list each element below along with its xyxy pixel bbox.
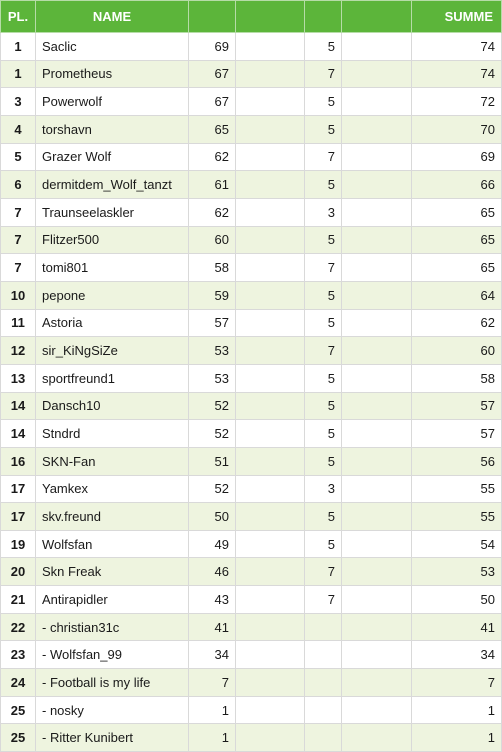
- player-name-cell: Prometheus: [36, 60, 189, 88]
- empty-cell: [236, 254, 305, 282]
- rank-cell: 4: [1, 115, 36, 143]
- empty-cell: [342, 171, 412, 199]
- empty-cell: [236, 558, 305, 586]
- rank-cell: 25: [1, 724, 36, 752]
- rank-cell: 7: [1, 254, 36, 282]
- table-row: [1, 254, 502, 282]
- table-row: [1, 309, 502, 337]
- empty-cell: [236, 364, 305, 392]
- rank-cell: 7: [1, 226, 36, 254]
- empty-cell: [342, 115, 412, 143]
- rank-cell: 23: [1, 641, 36, 669]
- rank-cell: 10: [1, 281, 36, 309]
- rank-cell: 12: [1, 337, 36, 365]
- table-row: [1, 392, 502, 420]
- empty-cell: [342, 88, 412, 116]
- empty-cell: [236, 613, 305, 641]
- points-cell: 34: [189, 641, 236, 669]
- player-name-cell: pepone: [36, 281, 189, 309]
- points-cell: 52: [189, 475, 236, 503]
- sum-cell: 7: [412, 669, 502, 697]
- sum-cell: 66: [412, 171, 502, 199]
- table-row: [1, 420, 502, 448]
- points-cell: 59: [189, 281, 236, 309]
- sum-cell: 64: [412, 281, 502, 309]
- table-row: [1, 503, 502, 531]
- table-row: [1, 613, 502, 641]
- empty-cell: [236, 696, 305, 724]
- empty-cell: [236, 420, 305, 448]
- player-name-cell: Traunseelaskler: [36, 198, 189, 226]
- table-row: [1, 226, 502, 254]
- points-cell: 51: [189, 447, 236, 475]
- rank-cell: 19: [1, 530, 36, 558]
- player-name-cell: Antirapidler: [36, 586, 189, 614]
- points-cell: 52: [189, 392, 236, 420]
- empty-cell: [236, 530, 305, 558]
- header-col3: [189, 1, 236, 33]
- points-cell: 57: [189, 309, 236, 337]
- table-row: [1, 724, 502, 752]
- bonus-cell: 5: [305, 392, 342, 420]
- points-cell: 62: [189, 198, 236, 226]
- bonus-cell: [305, 696, 342, 724]
- sum-cell: 72: [412, 88, 502, 116]
- table-row: [1, 364, 502, 392]
- points-cell: 67: [189, 88, 236, 116]
- rank-cell: 20: [1, 558, 36, 586]
- empty-cell: [342, 696, 412, 724]
- points-cell: 65: [189, 115, 236, 143]
- bonus-cell: 7: [305, 558, 342, 586]
- rank-cell: 17: [1, 475, 36, 503]
- table-row: [1, 281, 502, 309]
- empty-cell: [342, 475, 412, 503]
- sum-cell: 50: [412, 586, 502, 614]
- rank-cell: 6: [1, 171, 36, 199]
- rank-cell: 7: [1, 198, 36, 226]
- header-row: [1, 1, 502, 33]
- sum-cell: 57: [412, 392, 502, 420]
- bonus-cell: 7: [305, 254, 342, 282]
- empty-cell: [236, 475, 305, 503]
- bonus-cell: 5: [305, 33, 342, 61]
- rank-cell: 21: [1, 586, 36, 614]
- rank-cell: 24: [1, 669, 36, 697]
- empty-cell: [236, 392, 305, 420]
- player-name-cell: Flitzer500: [36, 226, 189, 254]
- table-row: [1, 696, 502, 724]
- empty-cell: [236, 586, 305, 614]
- bonus-cell: 5: [305, 281, 342, 309]
- empty-cell: [236, 309, 305, 337]
- empty-cell: [342, 364, 412, 392]
- player-name-cell: Astoria: [36, 309, 189, 337]
- sum-cell: 58: [412, 364, 502, 392]
- bonus-cell: 5: [305, 226, 342, 254]
- empty-cell: [342, 198, 412, 226]
- sum-cell: 70: [412, 115, 502, 143]
- player-name-cell: sir_KiNgSiZe: [36, 337, 189, 365]
- player-name-cell: skv.freund: [36, 503, 189, 531]
- header-name: NAME: [36, 1, 189, 33]
- bonus-cell: 5: [305, 503, 342, 531]
- header-sum: SUMME: [412, 1, 502, 33]
- bonus-cell: 5: [305, 364, 342, 392]
- points-cell: 58: [189, 254, 236, 282]
- points-cell: 1: [189, 696, 236, 724]
- empty-cell: [342, 420, 412, 448]
- sum-cell: 1: [412, 724, 502, 752]
- empty-cell: [236, 33, 305, 61]
- player-name-cell: Wolfsfan: [36, 530, 189, 558]
- sum-cell: 1: [412, 696, 502, 724]
- empty-cell: [342, 641, 412, 669]
- empty-cell: [342, 613, 412, 641]
- rank-cell: 3: [1, 88, 36, 116]
- empty-cell: [236, 503, 305, 531]
- sum-cell: 62: [412, 309, 502, 337]
- points-cell: 67: [189, 60, 236, 88]
- empty-cell: [342, 724, 412, 752]
- bonus-cell: 7: [305, 143, 342, 171]
- sum-cell: 55: [412, 475, 502, 503]
- table-row: [1, 60, 502, 88]
- bonus-cell: [305, 641, 342, 669]
- empty-cell: [236, 281, 305, 309]
- bonus-cell: 7: [305, 60, 342, 88]
- sum-cell: 60: [412, 337, 502, 365]
- player-name-cell: sportfreund1: [36, 364, 189, 392]
- points-cell: 49: [189, 530, 236, 558]
- player-name-cell: - Ritter Kunibert: [36, 724, 189, 752]
- points-cell: 41: [189, 613, 236, 641]
- table-row: [1, 475, 502, 503]
- table-row: [1, 641, 502, 669]
- sum-cell: 65: [412, 254, 502, 282]
- player-name-cell: - Wolfsfan_99: [36, 641, 189, 669]
- player-name-cell: SKN-Fan: [36, 447, 189, 475]
- empty-cell: [342, 558, 412, 586]
- table-row: [1, 586, 502, 614]
- sum-cell: 65: [412, 226, 502, 254]
- bonus-cell: 5: [305, 447, 342, 475]
- bonus-cell: 3: [305, 475, 342, 503]
- empty-cell: [236, 337, 305, 365]
- empty-cell: [342, 254, 412, 282]
- empty-cell: [236, 669, 305, 697]
- points-cell: 61: [189, 171, 236, 199]
- header-col4: [236, 1, 305, 33]
- empty-cell: [342, 226, 412, 254]
- empty-cell: [342, 337, 412, 365]
- table-row: [1, 558, 502, 586]
- bonus-cell: [305, 613, 342, 641]
- sum-cell: 56: [412, 447, 502, 475]
- sum-cell: 69: [412, 143, 502, 171]
- sum-cell: 53: [412, 558, 502, 586]
- rank-cell: 17: [1, 503, 36, 531]
- bonus-cell: 3: [305, 198, 342, 226]
- sum-cell: 41: [412, 613, 502, 641]
- header-col6: [342, 1, 412, 33]
- empty-cell: [236, 115, 305, 143]
- empty-cell: [342, 530, 412, 558]
- empty-cell: [236, 88, 305, 116]
- sum-cell: 34: [412, 641, 502, 669]
- table-row: [1, 447, 502, 475]
- player-name-cell: torshavn: [36, 115, 189, 143]
- empty-cell: [236, 226, 305, 254]
- player-name-cell: tomi801: [36, 254, 189, 282]
- header-col5: [305, 1, 342, 33]
- player-name-cell: Stndrd: [36, 420, 189, 448]
- bonus-cell: 7: [305, 337, 342, 365]
- sum-cell: 54: [412, 530, 502, 558]
- points-cell: 53: [189, 337, 236, 365]
- table-row: [1, 143, 502, 171]
- empty-cell: [236, 447, 305, 475]
- player-name-cell: Saclic: [36, 33, 189, 61]
- rank-cell: 14: [1, 392, 36, 420]
- player-name-cell: Yamkex: [36, 475, 189, 503]
- empty-cell: [236, 171, 305, 199]
- empty-cell: [342, 447, 412, 475]
- empty-cell: [236, 724, 305, 752]
- table-row: [1, 337, 502, 365]
- sum-cell: 65: [412, 198, 502, 226]
- player-name-cell: - nosky: [36, 696, 189, 724]
- rank-cell: 14: [1, 420, 36, 448]
- points-cell: 1: [189, 724, 236, 752]
- bonus-cell: 5: [305, 88, 342, 116]
- table-row: [1, 669, 502, 697]
- sum-cell: 74: [412, 60, 502, 88]
- empty-cell: [236, 143, 305, 171]
- rank-cell: 1: [1, 60, 36, 88]
- bonus-cell: 5: [305, 420, 342, 448]
- bonus-cell: 5: [305, 115, 342, 143]
- empty-cell: [236, 60, 305, 88]
- points-cell: 43: [189, 586, 236, 614]
- table-row: [1, 171, 502, 199]
- player-name-cell: Skn Freak: [36, 558, 189, 586]
- bonus-cell: 5: [305, 530, 342, 558]
- bonus-cell: [305, 669, 342, 697]
- empty-cell: [236, 641, 305, 669]
- points-cell: 52: [189, 420, 236, 448]
- sum-cell: 57: [412, 420, 502, 448]
- empty-cell: [342, 309, 412, 337]
- empty-cell: [342, 503, 412, 531]
- rank-cell: 25: [1, 696, 36, 724]
- table-row: [1, 33, 502, 61]
- points-cell: 46: [189, 558, 236, 586]
- player-name-cell: - christian31c: [36, 613, 189, 641]
- rank-cell: 16: [1, 447, 36, 475]
- points-cell: 60: [189, 226, 236, 254]
- rank-cell: 11: [1, 309, 36, 337]
- bonus-cell: 7: [305, 586, 342, 614]
- bonus-cell: 5: [305, 309, 342, 337]
- header-rank: PL.: [1, 1, 36, 33]
- points-cell: 53: [189, 364, 236, 392]
- table-row: [1, 88, 502, 116]
- rank-cell: 22: [1, 613, 36, 641]
- empty-cell: [236, 198, 305, 226]
- table-row: [1, 115, 502, 143]
- points-cell: 50: [189, 503, 236, 531]
- bonus-cell: 5: [305, 171, 342, 199]
- rank-cell: 1: [1, 33, 36, 61]
- empty-cell: [342, 143, 412, 171]
- points-cell: 7: [189, 669, 236, 697]
- player-name-cell: Grazer Wolf: [36, 143, 189, 171]
- rank-cell: 13: [1, 364, 36, 392]
- player-name-cell: Dansch10: [36, 392, 189, 420]
- empty-cell: [342, 33, 412, 61]
- points-cell: 69: [189, 33, 236, 61]
- sum-cell: 74: [412, 33, 502, 61]
- table-row: [1, 198, 502, 226]
- empty-cell: [342, 60, 412, 88]
- empty-cell: [342, 392, 412, 420]
- table-row: [1, 530, 502, 558]
- points-cell: 62: [189, 143, 236, 171]
- empty-cell: [342, 281, 412, 309]
- player-name-cell: dermitdem_Wolf_tanzt: [36, 171, 189, 199]
- player-name-cell: - Football is my life: [36, 669, 189, 697]
- player-name-cell: Powerwolf: [36, 88, 189, 116]
- rank-cell: 5: [1, 143, 36, 171]
- sum-cell: 55: [412, 503, 502, 531]
- empty-cell: [342, 669, 412, 697]
- empty-cell: [342, 586, 412, 614]
- bonus-cell: [305, 724, 342, 752]
